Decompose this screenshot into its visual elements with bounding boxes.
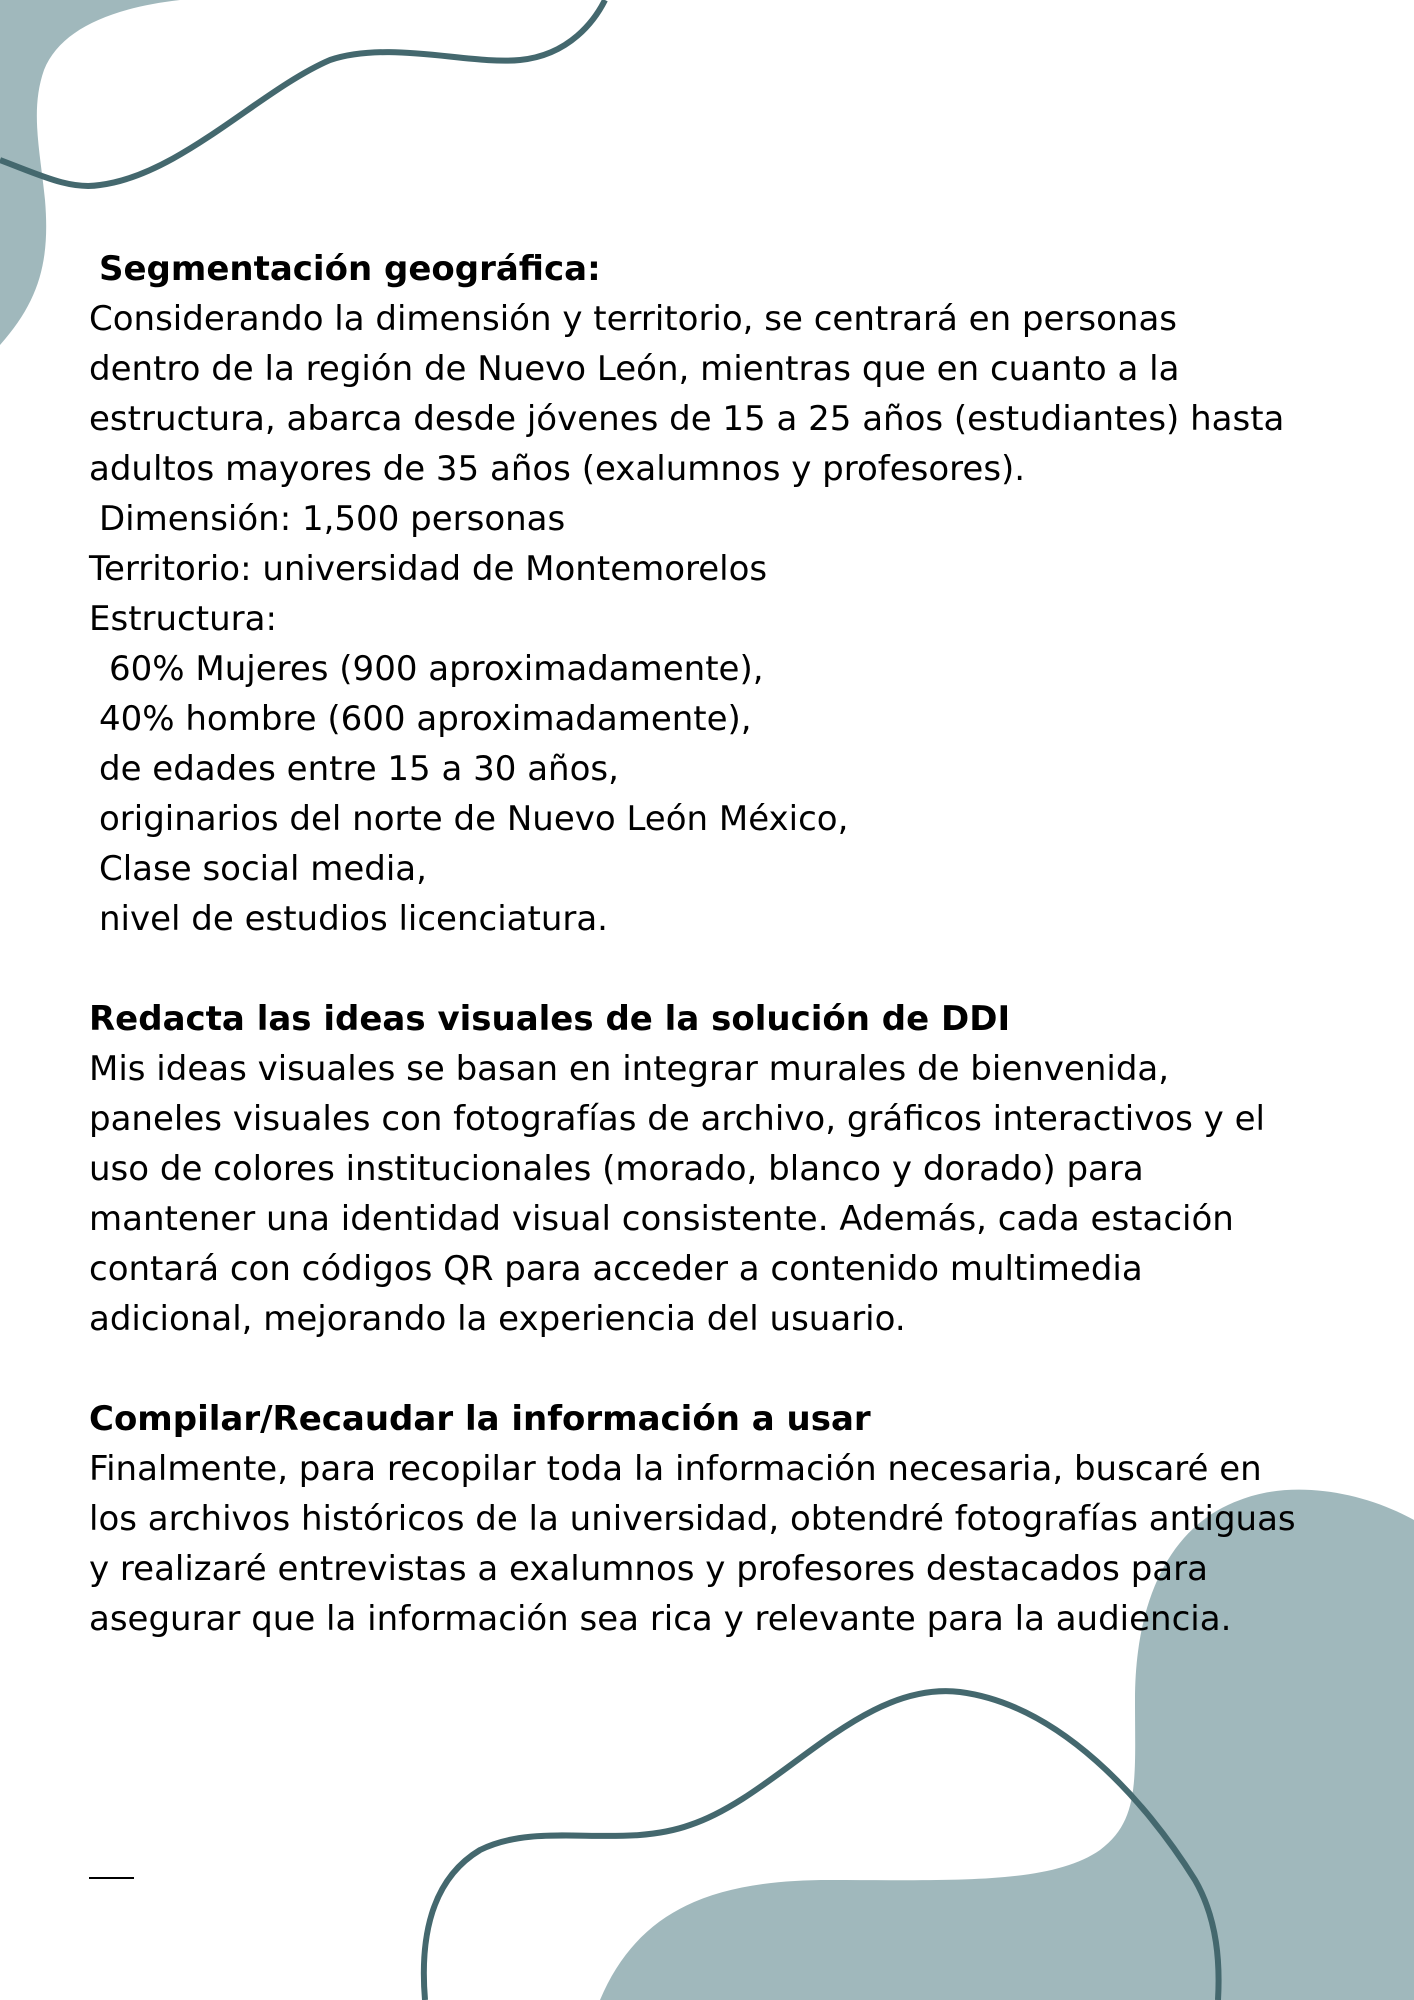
- compilar-paragraph-line: Finalmente, para recopilar toda la información necesaria, buscaré en: [89, 1449, 1262, 1489]
- ideas-paragraph-line: mantener una identidad visual consistente. Además, cada estación: [89, 1199, 1234, 1239]
- footer-dash: [89, 1877, 134, 1879]
- mujeres-line: 60% Mujeres (900 aproximadamente),: [109, 649, 764, 689]
- section-spacer: [89, 944, 1339, 994]
- compilar-paragraph-line: asegurar que la información sea rica y relevante para la audiencia.: [89, 1599, 1232, 1639]
- clase-line: Clase social media,: [99, 849, 427, 889]
- ideas-heading: Redacta las ideas visuales de la solución de DDI: [89, 999, 1011, 1039]
- compilar-paragraph-line: los archivos históricos de la universidad, obtendré fotografías antiguas: [89, 1499, 1296, 1539]
- compilar-heading: Compilar/Recaudar la información a usar: [89, 1399, 871, 1439]
- section-spacer: [89, 1344, 1339, 1394]
- segmentacion-heading: Segmentación geográfica:: [99, 249, 601, 289]
- document-body: [89, 244, 1339, 1644]
- territorio-line: Territorio: universidad de Montemorelos: [89, 549, 768, 589]
- geo-paragraph-line: estructura, abarca desde jóvenes de 15 a 25 años (estudiantes) hasta: [89, 399, 1285, 439]
- ideas-paragraph-line: uso de colores institucionales (morado, blanco y dorado) para: [89, 1149, 1144, 1189]
- geo-paragraph-line: Considerando la dimensión y territorio, se centrará en personas: [89, 299, 1178, 339]
- hombre-line: 40% hombre (600 aproximadamente),: [99, 699, 752, 739]
- edades-line: de edades entre 15 a 30 años,: [99, 749, 619, 789]
- estructura-line: Estructura:: [89, 599, 277, 639]
- geo-paragraph-line: adultos mayores de 35 años (exalumnos y profesores).: [89, 449, 1026, 489]
- ideas-paragraph-line: adicional, mejorando la experiencia del usuario.: [89, 1299, 906, 1339]
- ideas-paragraph-line: Mis ideas visuales se basan en integrar murales de bienvenida,: [89, 1049, 1170, 1089]
- nivel-line: nivel de estudios licenciatura.: [99, 899, 608, 939]
- top-left-curve-line: [0, 0, 605, 186]
- compilar-paragraph-line: y realizaré entrevistas a exalumnos y profesores destacados para: [89, 1549, 1208, 1589]
- ideas-paragraph-line: contará con códigos QR para acceder a contenido multimedia: [89, 1249, 1143, 1289]
- origen-line: originarios del norte de Nuevo León México,: [99, 799, 849, 839]
- dimension-line: Dimensión: 1,500 personas: [99, 499, 566, 539]
- geo-paragraph-line: dentro de la región de Nuevo León, mientras que en cuanto a la: [89, 349, 1180, 389]
- ideas-paragraph-line: paneles visuales con fotografías de archivo, gráficos interactivos y el: [89, 1099, 1265, 1139]
